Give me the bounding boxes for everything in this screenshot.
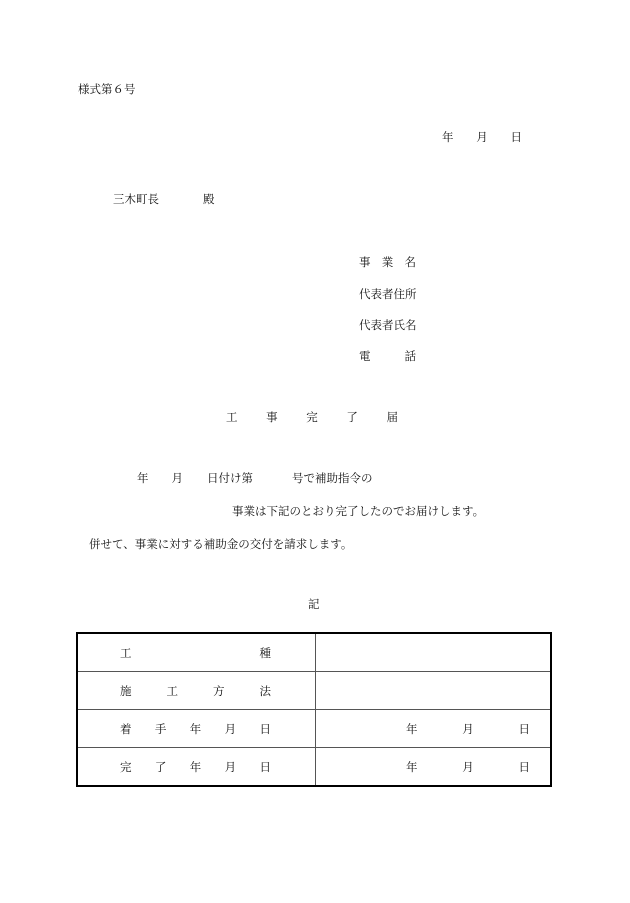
applicant-business-name-label: 事 業 名 [359,255,416,269]
submission-date [442,130,522,144]
start-date-field[interactable]: 年 月 日 [316,710,552,748]
body-year: 年 [137,471,149,485]
applicant-phone-label: 電 話 [359,349,416,363]
construction-method-field[interactable] [316,672,552,710]
table-row [77,633,551,672]
completion-date-field[interactable]: 年 月 日 [316,748,552,787]
date-day-label: 日 [510,130,522,144]
applicant-address-label: 代表者住所 [359,287,417,301]
detail-table [76,632,552,787]
table-row [77,748,551,787]
date-month-label: 月 [476,130,488,144]
document-title: 工 事 完 了 届 [226,410,398,424]
addressee [113,192,215,206]
body-tail: 号で補助指令の [292,471,373,485]
form-number: 様式第６号 [78,82,136,96]
addressee-honorific: 殿 [203,192,215,206]
body-text-line-3: 併せて、事業に対する補助金の交付を請求します。 [89,537,353,551]
body-dated-no: 日付け第 [207,471,253,485]
body-month: 月 [171,471,183,485]
table-row [77,710,551,748]
body-text-line-2: 事業は下記のとおり完了したのでお届けします。 [232,504,485,518]
date-year-label: 年 [442,130,454,144]
addressee-name: 三木町長 [113,192,159,206]
ki-heading: 記 [308,597,320,611]
construction-type-label: 工 種 [77,633,316,672]
completion-date-label: 完 了 年 月 日 [77,748,316,787]
start-date-label: 着 手 年 月 日 [77,710,316,748]
construction-type-field[interactable] [316,633,552,672]
body-text-line-1 [137,471,373,485]
table-row [77,672,551,710]
construction-method-label: 施 工 方 法 [77,672,316,710]
applicant-name-label: 代表者氏名 [359,318,417,332]
